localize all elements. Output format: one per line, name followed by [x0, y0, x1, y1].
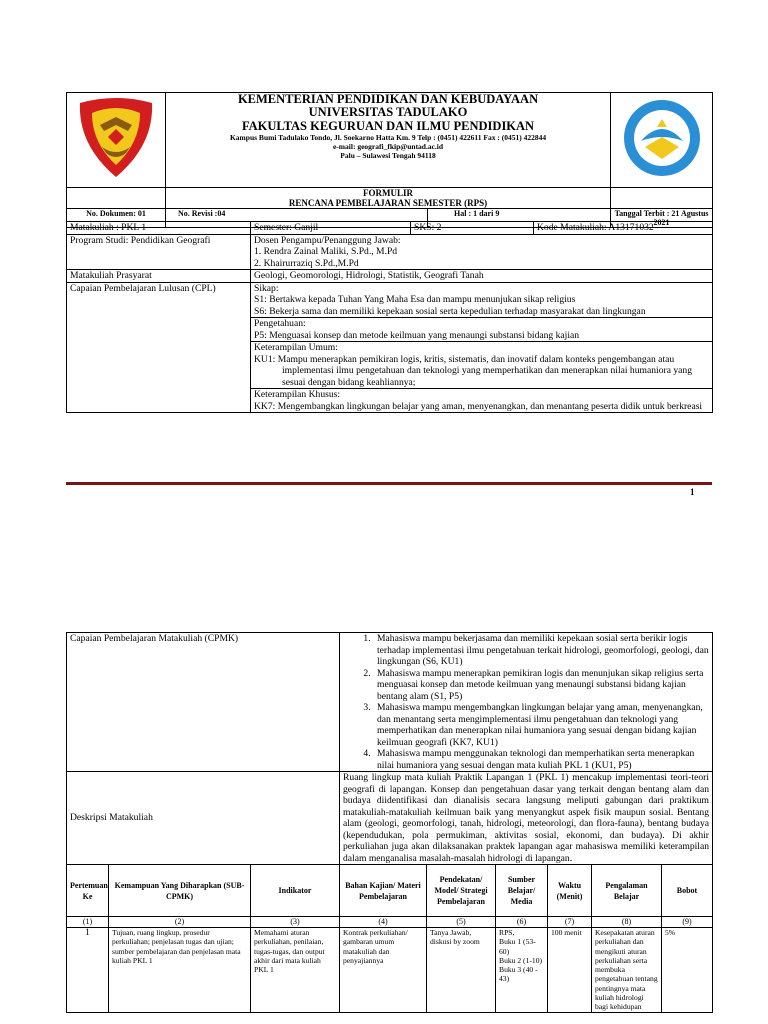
university-logo-cell	[67, 93, 166, 188]
semester: Semester: Ganjil	[251, 222, 411, 235]
rps-plan-table	[66, 632, 713, 1013]
sub-cpmk: Tujuan, ruang lingkup, prosedur perkuliahan; penjelasan tugas dan ujian; sumber pembelajaran dan penjelasan mata kuliah PKL 1	[109, 928, 251, 1013]
faculty-name: FAKULTAS KEGURUAN DAN ILMU PENDIDIKAN	[241, 119, 535, 133]
lecturer-2: 2. Khairurraziq S.Pd.,M.Pd	[254, 257, 359, 269]
col-header-material: Bahan Kajian/ Materi Pembelajaran	[340, 865, 427, 917]
course-code: Kode Matakuliah: A13171032	[534, 222, 713, 235]
form-title-block	[166, 188, 611, 209]
knowledge-p5: P5: Menguasai konsep dan metode keilmuan yang menaungi substansi bidang kajian	[254, 329, 580, 341]
lecturers-label: Dosen Pengampu/Penanggung Jawab:	[254, 234, 401, 246]
learning-experience: Kesepakatan aturan perkuliahan dan mengikuti aturan perkuliahan serta membuka pengetahuan tentang pentingnya mata kuliah hidrologi bagi kehidupan	[592, 928, 662, 1013]
ministry-name: KEMENTERIAN PENDIDIKAN DAN KEBUDAYAAN	[237, 92, 539, 106]
indicator: Memahami aturan perkuliahan, penilaian, tugas-tugas, dan output akhir dari mata kuliah PKL 1	[251, 928, 340, 1013]
form-label: FORMULIR	[363, 188, 414, 198]
cpmk-item: 3. Mahasiswa mampu mengembangkan lingkungan belajar yang aman, menyenangkan, dan menantang serta mengimplementasi ilmu pengetahuan dan teknologi yang memperhatikan dan menerapkan nilai humaniora yang sesuai dengan bidang kajian keilmuan geografi (KK7, KU1)	[373, 702, 709, 748]
material: Kontrak perkuliahan/ gambaran umum matakuliah dan penyajiannya	[340, 928, 427, 1013]
col-number: (2)	[109, 917, 251, 928]
special-skills-label: Keterampilan Khusus:	[254, 389, 341, 400]
knowledge-cell	[251, 318, 713, 342]
knowledge-label: Pengetahuan:	[254, 318, 306, 329]
general-skill-ku1: KU1: Mampu menerapkan pemikiran logis, kritis, sistematis, dan inovatif dalam konteks pengembangan atau implementasi ilmu pengetahuan dan teknologi yang memperhatikan dan menerapkan nilai humaniora yang sesuai dengan bidang keahliannya;	[254, 353, 693, 388]
ministry-logo-cell	[611, 93, 713, 188]
course-description: Ruang lingkup mata kuliah Praktik Lapangan 1 (PKL 1) mencakup implementasi teori-teori geografi di lapangan. Konsep dan pengetahuan dasar yang terkait dengan bentang alam dan budaya diidentifikasi dan dianalisis secara langsung meliputi gabungan dari praktikum matakuliah-matakuliah keilmuan baik yang menyangkut aspek fisik maupun sosial. Bentang alam (geologi, geomorfologi, tanah, hidrologi, meteorologi, dan flora-fauna), bentang budaya (kependudukan, pola permukiman, aktivitas sosial, ekonomi, dan budaya). Di akhir perkuliahan juga akan dilaksanakan praktek lapangan agar mahasiswa memiliki keterampilan dalam menganalisa masalah-masalah hidrologi di lapangan.	[340, 772, 713, 865]
general-skills-cell	[251, 342, 713, 389]
email: e-mail: geografi_fkip@untad.ac.id	[332, 142, 444, 151]
col-header-time: Waktu (Menit)	[548, 865, 592, 917]
col-header-weight: Bobot	[662, 865, 713, 917]
cpl-label: Capaian Pembelajaran Lulusan (CPL)	[67, 282, 251, 413]
attitude-label: Sikap:	[254, 282, 279, 294]
lecturers-cell	[251, 234, 713, 270]
page-info: Hal : 1 dari 9	[428, 209, 611, 228]
col-number: (3)	[251, 917, 340, 928]
cpmk-item: 2. Mahasiswa mampu menerapkan pemikiran logis dan menunjukan sikap religius serta menguasai konsep dan metode keilmuan yang menaungi substansi bidang kajian bentang alam (S1, P5)	[373, 668, 709, 703]
tut-wuri-handayani-logo-icon	[621, 97, 703, 179]
table-row	[67, 928, 713, 1013]
col-number: (4)	[340, 917, 427, 928]
course-name: Matakuliah : PKL 1	[67, 222, 251, 235]
document-header	[66, 92, 713, 228]
revision-number: No. Revisi :04	[166, 209, 428, 228]
source-item: Buku 1 (53-60)	[499, 937, 536, 956]
general-skills-label: Keterampilan Umum:	[254, 342, 338, 353]
attitude-s1: S1: Bertakwa kepada Tuhan Yang Maha Esa dan mampu menunjukan sikap religius	[254, 294, 576, 305]
cpmk-item: 1. Mahasiswa mampu bekerjasama dan memiliki kepekaan sosial serta berikir logis terhadap implementasi ilmu pengetahuan terkait hidrologi, geomorfologi, geologi, dan lingkungan (S6, KU1)	[373, 633, 709, 668]
special-skills-cell	[251, 389, 713, 413]
cpmk-label: Capaian Pembelajaran Matakuliah (CPMK)	[67, 633, 340, 772]
col-header-approach: Pendekatan/ Model/ Strategi Pembelajaran	[427, 865, 496, 917]
prerequisite-label: Matakuliah Prasyarat	[67, 270, 251, 283]
col-header-indicator: Indikator	[251, 865, 340, 917]
special-skill-kk7: KK7: Mengembangkan lingkungan belajar yang aman, menyenangkan, dan menantang peserta didik untuk berkreasi	[254, 400, 703, 412]
col-number: (8)	[592, 917, 662, 928]
col-header-meeting: Pertemuan Ke	[67, 865, 109, 917]
form-title: RENCANA PEMBELAJARAN SEMESTER (RPS)	[288, 198, 488, 208]
footer-divider	[66, 482, 712, 485]
meeting-number: 1	[67, 928, 109, 1013]
cpmk-list	[343, 633, 709, 771]
city: Palu – Sulawesi Tengah 94118	[340, 151, 436, 160]
col-number: (5)	[427, 917, 496, 928]
prerequisite-courses: Geologi, Geomorologi, Hidrologi, Statistik, Geografi Tanah	[251, 270, 713, 283]
source-item: Buku 2 (1-10)	[499, 955, 543, 965]
time-minutes: 100 menit	[548, 928, 592, 1013]
approach: Tanya Jawab, diskusi by zoom	[427, 928, 496, 1013]
credits: SKS: 2	[411, 222, 534, 235]
col-number: (9)	[662, 917, 713, 928]
course-info-table	[66, 221, 713, 413]
cpmk-cell	[340, 633, 713, 772]
page-number: 1	[690, 487, 695, 497]
col-header-sub-cpmk: Kemampuan Yang Diharapkan (SUB-CPMK)	[109, 865, 251, 917]
tadulako-logo-icon	[70, 95, 162, 181]
issue-date: Tanggal Terbit : 21 Agustus 2021	[611, 209, 713, 228]
source-item: Buku 3 (40 - 43)	[499, 965, 538, 984]
col-header-source: Sumber Belajar/ Media	[496, 865, 548, 917]
col-number: (6)	[496, 917, 548, 928]
source-item: RPS,	[499, 928, 515, 937]
weight: 5%	[662, 928, 713, 1013]
cpmk-item: 4. Mahasiswa mampu menggunakan teknologi dan memperhatikan serta menerapkan nilai humaniora yang sesuai dengan mata kuliah PKL 1 (KU1, P5)	[373, 748, 709, 771]
col-header-experience: Pengalaman Belajar	[592, 865, 662, 917]
lecturer-1: 1. Rendra Zainal Maliki, S.Pd., M.Pd	[254, 246, 398, 257]
institution-block	[166, 93, 611, 188]
attitude-s6: S6: Bekerja sama dan memiliki kepekaan sosial serta kepedulian terhadap masyarakat dan lingkungan	[254, 305, 646, 317]
col-number: (1)	[67, 917, 109, 928]
university-name: UNIVERSITAS TADULAKO	[308, 105, 468, 119]
document-number: No. Dokumen: 01	[67, 209, 166, 228]
address: Kampus Bumi Tadulako Tondo, Jl. Soekarno Hatta Km. 9 Telp : (0451) 422611 Fax : (0451) 422844	[229, 133, 547, 142]
description-label: Deskripsi Matakuliah	[67, 772, 340, 865]
learning-source	[496, 928, 548, 1013]
col-number: (7)	[548, 917, 592, 928]
study-program: Program Studi: Pendidikan Geografi	[67, 234, 251, 270]
attitude-cell	[251, 282, 713, 318]
